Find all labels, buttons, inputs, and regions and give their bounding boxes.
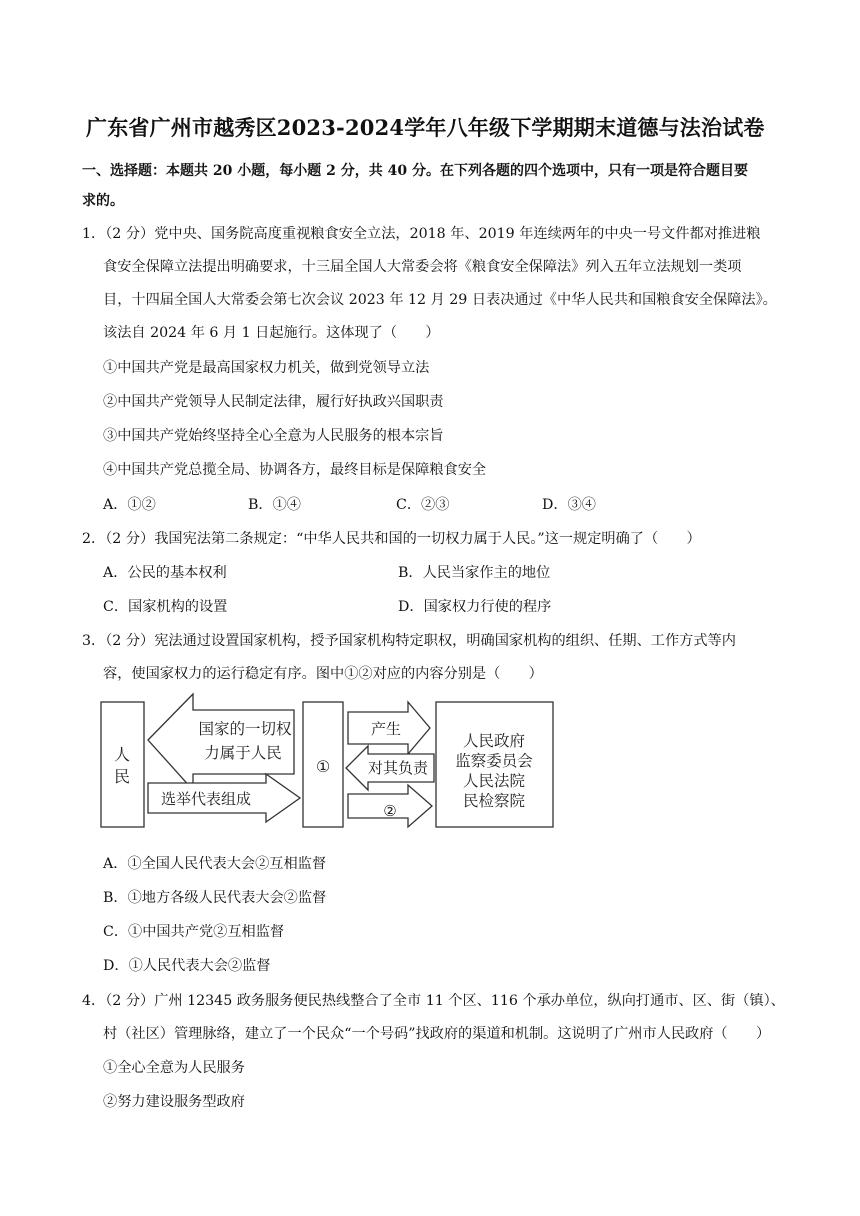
statement-2: ②努力建设服务型政府 xyxy=(103,1094,245,1110)
statement-1: ①全心全意为人民服务 xyxy=(103,1060,245,1076)
arrow-elect-label: 选举代表组成 xyxy=(160,790,252,808)
statement-2: ②中国共产党领导人民制定法律，履行好执政兴国职责 xyxy=(103,394,444,410)
statement-3: ③中国共产党始终坚持全心全意为人民服务的根本宗旨 xyxy=(103,428,444,444)
organ-2: 监察委员会 xyxy=(455,752,533,770)
organ-4: 民检察院 xyxy=(462,792,526,810)
section-heading-line2: 求的。 xyxy=(82,193,124,209)
question-4-line2: 村（社区）管理脉络，建立了一个民众“一个号码”找政府的渠道和机制。这说明了广州市人民政府（ ） xyxy=(103,1026,771,1042)
option-b[interactable]: B．人民当家作主的地位 xyxy=(398,565,551,581)
organ-1: 人民政府 xyxy=(462,732,526,750)
option-b[interactable]: B．①④ xyxy=(248,497,301,513)
option-c[interactable]: C．①中国共产党②互相监督 xyxy=(103,924,285,940)
page-title: 广东省广州市越秀区2023-2024学年八年级下学期期末道德与法治试卷 xyxy=(86,115,765,140)
question-4-line1: 4．（2 分）广州 12345 政务服务便民热线整合了全市 11 个区、116 个承办单位，纵向打通市、区、街（镇）、 xyxy=(82,993,785,1009)
arrow-power-line2: 力属于人民 xyxy=(204,744,282,762)
people-label-2: 民 xyxy=(113,767,131,786)
option-b[interactable]: B．①地方各级人民代表大会②监督 xyxy=(103,890,327,906)
people-box xyxy=(101,702,144,827)
section-heading-line1: 一、选择题：本题共 20 小题，每小题 2 分，共 40 分。在下列各题的四个选项中，只有一项是符合题目要 xyxy=(82,163,748,179)
arrow-power-line1: 国家的一切权 xyxy=(198,720,292,738)
question-2-line1: 2．（2 分）我国宪法第二条规定：“中华人民共和国的一切权力属于人民。”这一规定明确了（ ） xyxy=(82,531,701,547)
option-a[interactable]: A．①② xyxy=(103,497,156,513)
question-1-line1: 1．（2 分）党中央、国务院高度重视粮食安全立法，2018 年、2019 年连续两年的中央一号文件都对推进粮 xyxy=(82,226,761,242)
option-a[interactable]: A．①全国人民代表大会②互相监督 xyxy=(103,856,327,872)
option-c[interactable]: C．②③ xyxy=(396,497,450,513)
arrow-produce-label: 产生 xyxy=(370,720,402,738)
question-1-line4: 该法自 2024 年 6 月 1 日起施行。这体现了（ ） xyxy=(103,325,440,341)
arrow-marker2-label: ② xyxy=(383,802,397,820)
people-label-1: 人 xyxy=(113,745,131,764)
option-d[interactable]: D．①人民代表大会②监督 xyxy=(103,958,271,974)
option-d[interactable]: D．国家权力行使的程序 xyxy=(398,599,552,615)
statement-4: ④中国共产党总揽全局、协调各方，最终目标是保障粮食安全 xyxy=(103,462,487,478)
state-organs-diagram xyxy=(98,690,558,832)
question-3-line2: 容，使国家权力的运行稳定有序。图中①②对应的内容分别是（ ） xyxy=(103,666,543,682)
question-3-line1: 3．（2 分）宪法通过设置国家机构，授予国家机构特定职权，明确国家机构的组织、任期、工作方式等内 xyxy=(82,633,736,649)
arrow-power-to-people xyxy=(148,694,294,790)
statement-1: ①中国共产党是最高国家权力机关，做到党领导立法 xyxy=(103,360,430,376)
center-label: ① xyxy=(315,757,331,776)
option-c[interactable]: C．国家机构的设置 xyxy=(103,599,228,615)
option-a[interactable]: A．公民的基本权利 xyxy=(103,565,227,581)
arrow-responsible-label: 对其负责 xyxy=(367,759,429,777)
organ-3: 人民法院 xyxy=(462,772,526,790)
option-d[interactable]: D．③④ xyxy=(542,497,596,513)
question-1-line2: 食安全保障立法提出明确要求，十三届全国人大常委会将《粮食安全保障法》列入五年立法规划一类项 xyxy=(103,259,742,275)
question-1-line3: 目，十四届全国人大常委会第七次会议 2023 年 12 月 29 日表决通过《中华人民共和国粮食安全保障法》。 xyxy=(103,292,777,308)
